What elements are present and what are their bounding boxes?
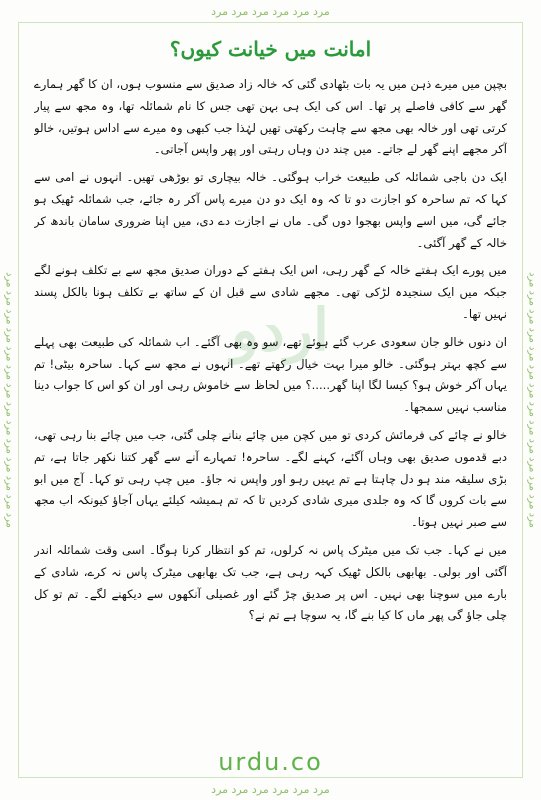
paragraph: میں نے کہا۔ جب تک میں میٹرک پاس نہ کرلوں، تم کو انتظار کرنا ہوگا۔ اسی وقت شمائلہ اندر آگئی اور بولی۔ بھابھی بالکل ٹھیک کہہ رہی ہے، جب تک بھابھی میٹرک پاس نہ کرے، شادی کے بارے میں سوچنا بھی نہیں۔ اس پر صدیق چڑ گئے اور غصیلی آنکھوں سے دیکھنے لگے۔ تم تو کل چلی جاؤ گی پھر ماں کا کیا بنے گا، یہ سوچا ہے تم نے؟ [34,542,507,623]
paragraph: خالو نے چائے کی فرمائش کردی تو میں کچن میں چائے بنانے چلی گئی، جب میں چائے بنا رہی تھی، دبے قدموں صدیق بھی وہاں آگئے، کہنے لگے۔ ساحرہ! تمہارے آنے سے گھر کتنا نکھر جاتا ہے، تم بڑی سلیقہ مند ہو دل چاہتا ہے تم یہیں رہو اور واپس نہ جاؤ۔ میں چپ رہی تو کہا۔ آج میں ابو سے بات کروں گا کہ وہ جلدی میری شادی کردیں تا کہ تم ہمیشہ کیلئے یہاں آجاؤ کیونکہ اب مجھ سے صبر نہیں ہوتا۔ [34,427,507,530]
article-title: امانت میں خیانت کیوں؟ [169,37,372,61]
site-brand-link[interactable]: urdu.co [218,748,323,776]
article [34,36,507,756]
top-border-pattern: ﻣﺮﺩ ﻣﺮﺩ ﻣﺮﺩ ﻣﺮﺩ ﻣﺮﺩ ﻣﺮﺩ [211,4,330,18]
paragraph: ان دنوں خالو جان سعودی عرب گئے ہوئے تھے، سو وہ بھی آگئے۔ اب شمائلہ کی طبیعت بھی پہلے سے کچھ بہتر ہوگئی۔ خالو میرا بہت خیال رکھتے تھے۔ انہوں نے مجھ سے کہا۔ ساحرہ بیٹی! تم یہاں آکر خوش ہو؟ کیسا لگا اپنا گھر.....؟ میں لحاظ سے خاموش رہی اور ان کو اس کا جواب دینا مناسب نہیں سمجھا۔ [34,334,507,415]
watermark-logo: اردو [231,296,329,364]
right-border-pattern: ﻣﺮﺩ ﻣﺮﺩ ﻣﺮﺩ ﻣﺮﺩ ﻣﺮﺩ ﻣﺮﺩ ﻣﺮﺩ ﻣﺮﺩ ﻣﺮﺩ ﻣﺮﺩ ﻣﺮﺩ ﻣﺮﺩ ﻣﺮﺩ ﻣﺮﺩ [526,272,538,528]
left-border-pattern: ﻣﺮﺩ ﻣﺮﺩ ﻣﺮﺩ ﻣﺮﺩ ﻣﺮﺩ ﻣﺮﺩ ﻣﺮﺩ ﻣﺮﺩ ﻣﺮﺩ ﻣﺮﺩ ﻣﺮﺩ ﻣﺮﺩ ﻣﺮﺩ ﻣﺮﺩ [3,272,15,528]
paragraph: میں پورے ایک ہفتے خالہ کے گھر رہی، اس ایک ہفتے کے دوران صدیق مجھ سے بے تکلف ہونے لگے جبکہ میں ایک سنجیدہ لڑکی تھی۔ مجھے شادی سے قبل ان کے ساتھ بے تکلف ہونا بالکل پسند نہیں تھا۔ [34,263,507,321]
bottom-border-pattern: ﻣﺮﺩ ﻣﺮﺩ ﻣﺮﺩ ﻣﺮﺩ ﻣﺮﺩ ﻣﺮﺩ [211,782,330,796]
paragraph: ایک دن باجی شمائلہ کی طبیعت خراب ہوگئی۔ خالہ بیچاری تو بوڑھی تھیں۔ انہوں نے امی سے کہا کہ تم ساحرہ کو اجازت دو تا کہ وہ ایک دو دن میرے پاس آکر رہ جائے، جب شمائلہ ٹھیک ہو جائے گی، میں اسے واپس بھجوا دوں گی۔ ماں نے اجازت دے دی، میں اپنا ضروری سامان باندھ کر خالہ کے گھر آگئی۔ [34,170,507,250]
paragraph: بچپن میں میرے ذہن میں یہ بات بٹھادی گئی کہ خالہ زاد صدیق سے منسوب ہوں، ان کا گھر ہمارے گھر سے کافی فاصلے پر تھا۔ اس کی ایک ہی بہن تھی جس کا نام شمائلہ تھا، وہ مجھ سے پیار کرتی تھی اور خالہ بھی مجھ سے چاہت رکھتی تھیں لہٰذا جب کبھی وہ میرے سے اداس ہوتیں، خالو آکر مجھے اپنے گھر لے جاتے۔ میں چند دن وہاں رہتی اور پھر واپس آجاتی۔ [34,77,507,157]
